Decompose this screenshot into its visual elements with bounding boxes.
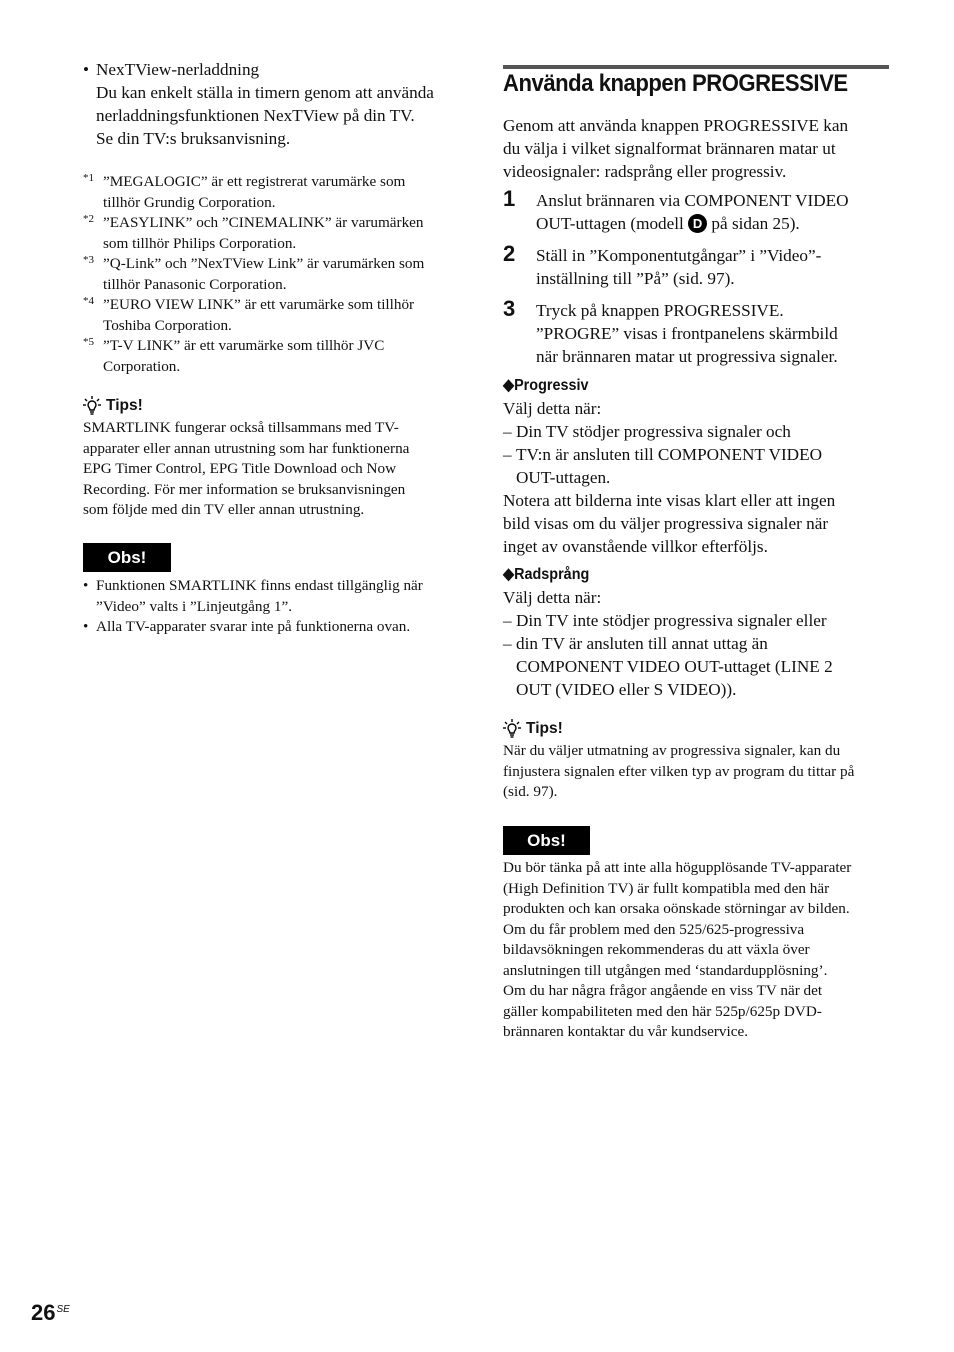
obs-line: brännaren kontaktar du vår kundservice.	[503, 1023, 749, 1040]
tips-line: SMARTLINK fungerar också tillsammans med TV-	[83, 419, 399, 436]
condition-line: OUT (VIDEO eller S VIDEO)).	[516, 680, 737, 699]
note-line: inget av ovanstående villkor efterföljs.	[503, 537, 768, 556]
footnote-line: ”T-V LINK” är ett varumärke som tillhör JVC	[103, 337, 385, 354]
step-3	[503, 296, 889, 369]
footnote-line: ”EURO VIEW LINK” är ett varumärke som tillhör	[103, 296, 415, 313]
nextview-section	[83, 58, 473, 150]
intro-text	[503, 114, 889, 183]
obs-line: Du bör tänka på att inte alla högupplösande TV-apparater	[503, 859, 852, 876]
footnote-line: Toshiba Corporation.	[103, 316, 232, 334]
choose-text: Välj detta när:	[503, 399, 602, 418]
dash: –	[503, 634, 512, 653]
nextview-line-1: Du kan enkelt ställa in timern genom att använda	[96, 83, 434, 102]
intro-line: du välja i vilket signalformat brännaren matar ut	[503, 139, 836, 158]
tips-text-right	[503, 741, 889, 803]
nextview-line-3: Se din TV:s bruksanvisning.	[96, 129, 291, 148]
dash: –	[503, 445, 512, 464]
step-number: 1	[503, 186, 516, 211]
step-2	[503, 241, 889, 292]
note-line: bild visas om du väljer progressiva signaler när	[503, 514, 829, 533]
obs-label-right: Obs!	[503, 826, 590, 855]
intro-line: videosignaler: radsprång eller progressiv.	[503, 162, 787, 181]
obs-text-right	[503, 858, 889, 1043]
nextview-line-2: nerladdningsfunktionen NexTView på din TV.	[96, 106, 415, 125]
step-line: Ställ in ”Komponentutgångar” i ”Video”-	[536, 246, 822, 265]
obs-line: Om du har några frågor angående en viss TV när det	[503, 982, 823, 999]
step-line: när brännaren matar ut progressiva signaler.	[536, 347, 838, 366]
footnote-mark: *1	[83, 172, 94, 184]
step-line: Anslut brännaren via COMPONENT VIDEO	[536, 191, 849, 210]
step-line: ”PROGRE” visas i frontpanelens skärmbild	[536, 324, 838, 343]
tips-line: (sid. 97).	[503, 783, 558, 800]
condition-item	[503, 443, 889, 489]
radsprang-section	[503, 586, 889, 701]
bullet: •	[83, 618, 89, 635]
step-1	[503, 186, 889, 237]
footnote-mark: *5	[83, 336, 94, 348]
tips-line: Recording. För mer information se bruksanvisningen	[83, 480, 406, 498]
footnote-4	[83, 295, 473, 336]
tips-line: apparater eller annan utrustning som har funktionerna	[83, 439, 410, 457]
condition-line: Din TV inte stödjer progressiva signaler eller	[516, 611, 827, 630]
footnote-line: tillhör Panasonic Corporation.	[103, 275, 287, 293]
radsprang-title: ◆Radsprång	[503, 566, 590, 583]
tips-heading	[83, 396, 143, 415]
condition-line: Din TV stödjer progressiva signaler och	[516, 422, 791, 441]
condition-line: TV:n är ansluten till COMPONENT VIDEO	[516, 445, 823, 464]
lightbulb-icon	[83, 396, 101, 415]
page-number	[31, 1300, 70, 1326]
footnote-mark: *3	[83, 254, 94, 266]
obs-line: ”Video” valts i ”Linjeutgång 1”.	[96, 597, 293, 615]
tips-text	[83, 418, 473, 521]
choose-text: Välj detta när:	[503, 588, 602, 607]
footnote-3	[83, 254, 473, 295]
bullet: •	[83, 60, 90, 79]
model-d-badge: D	[688, 214, 707, 233]
heading-rule	[503, 65, 889, 69]
condition-item	[503, 420, 889, 443]
nextview-title: NexTView-nerladdning	[96, 60, 260, 79]
intro-line: Genom att använda knappen PROGRESSIVE kan	[503, 116, 849, 135]
obs-list	[83, 576, 473, 638]
obs-line: gäller kompabiliteten med den här 525p/625p DVD-	[503, 1002, 822, 1020]
step-text: på sidan 25).	[707, 214, 800, 233]
tips-label: Tips!	[526, 719, 563, 737]
step-line: inställning till ”På” (sid. 97).	[536, 269, 735, 288]
tips-line: När du väljer utmatning av progressiva signaler, kan du	[503, 742, 841, 759]
tips-label: Tips!	[106, 396, 143, 414]
footnote-5	[83, 336, 473, 377]
obs-line: Om du får problem med den 525/625-progressiva	[503, 920, 805, 938]
section-heading: Använda knappen PROGRESSIVE	[503, 70, 848, 97]
condition-item	[503, 609, 889, 632]
step-line: Tryck på knappen PROGRESSIVE.	[536, 301, 784, 320]
step-number: 2	[503, 241, 516, 266]
obs-item	[83, 617, 473, 638]
page-number-suffix: SE	[56, 1304, 70, 1315]
footnote-mark: *4	[83, 295, 94, 307]
footnote-line: ”MEGALOGIC” är ett registrerat varumärke som	[103, 173, 406, 190]
footnote-2	[83, 213, 473, 254]
step-text: OUT-uttagen (modell	[536, 214, 689, 233]
lightbulb-icon	[503, 719, 521, 738]
obs-line: Funktionen SMARTLINK finns endast tillgänglig när	[96, 577, 423, 594]
condition-line: OUT-uttagen.	[516, 468, 611, 487]
footnote-line: tillhör Grundig Corporation.	[103, 193, 276, 211]
page-number-value: 26	[31, 1300, 56, 1325]
footnote-line: ”EASYLINK” och ”CINEMALINK” är varumärken	[103, 214, 424, 231]
tips-line: finjustera signalen efter vilken typ av program du tittar på	[503, 762, 855, 780]
progressiv-title: ◆Progressiv	[503, 377, 589, 394]
obs-line: anslutningen till utgången med ‘standardupplösning’.	[503, 961, 828, 979]
tips-line: som följde med din TV eller annan utrustning.	[83, 501, 365, 518]
footnote-line: Corporation.	[103, 357, 181, 375]
footnote-mark: *2	[83, 213, 94, 225]
obs-line: produkten och kan orsaka oönskade störningar av bilden.	[503, 900, 850, 917]
note-line: Notera att bilderna inte visas klart eller att ingen	[503, 491, 836, 510]
progressiv-section	[503, 397, 889, 558]
condition-line: COMPONENT VIDEO OUT-uttaget (LINE 2	[516, 657, 833, 676]
tips-line: EPG Timer Control, EPG Title Download och Now	[83, 460, 397, 477]
obs-line: bildavsökningen rekommenderas du att växla över	[503, 941, 810, 958]
footnote-line: som tillhör Philips Corporation.	[103, 234, 297, 252]
footnote-line: ”Q-Link” och ”NexTView Link” är varumärken som	[103, 255, 425, 272]
bullet: •	[83, 577, 89, 594]
step-number: 3	[503, 296, 516, 321]
dash: –	[503, 611, 512, 630]
condition-line: din TV är ansluten till annat uttag än	[516, 634, 768, 653]
obs-line: (High Definition TV) är fullt kompatibla med den här	[503, 879, 830, 897]
footnote-1	[83, 172, 473, 213]
obs-item	[83, 576, 473, 617]
step-line	[536, 212, 891, 235]
dash: –	[503, 422, 512, 441]
tips-heading-right	[503, 719, 563, 738]
condition-item	[503, 632, 889, 701]
obs-line: Alla TV-apparater svarar inte på funktionerna ovan.	[96, 618, 411, 635]
obs-label: Obs!	[83, 543, 171, 572]
